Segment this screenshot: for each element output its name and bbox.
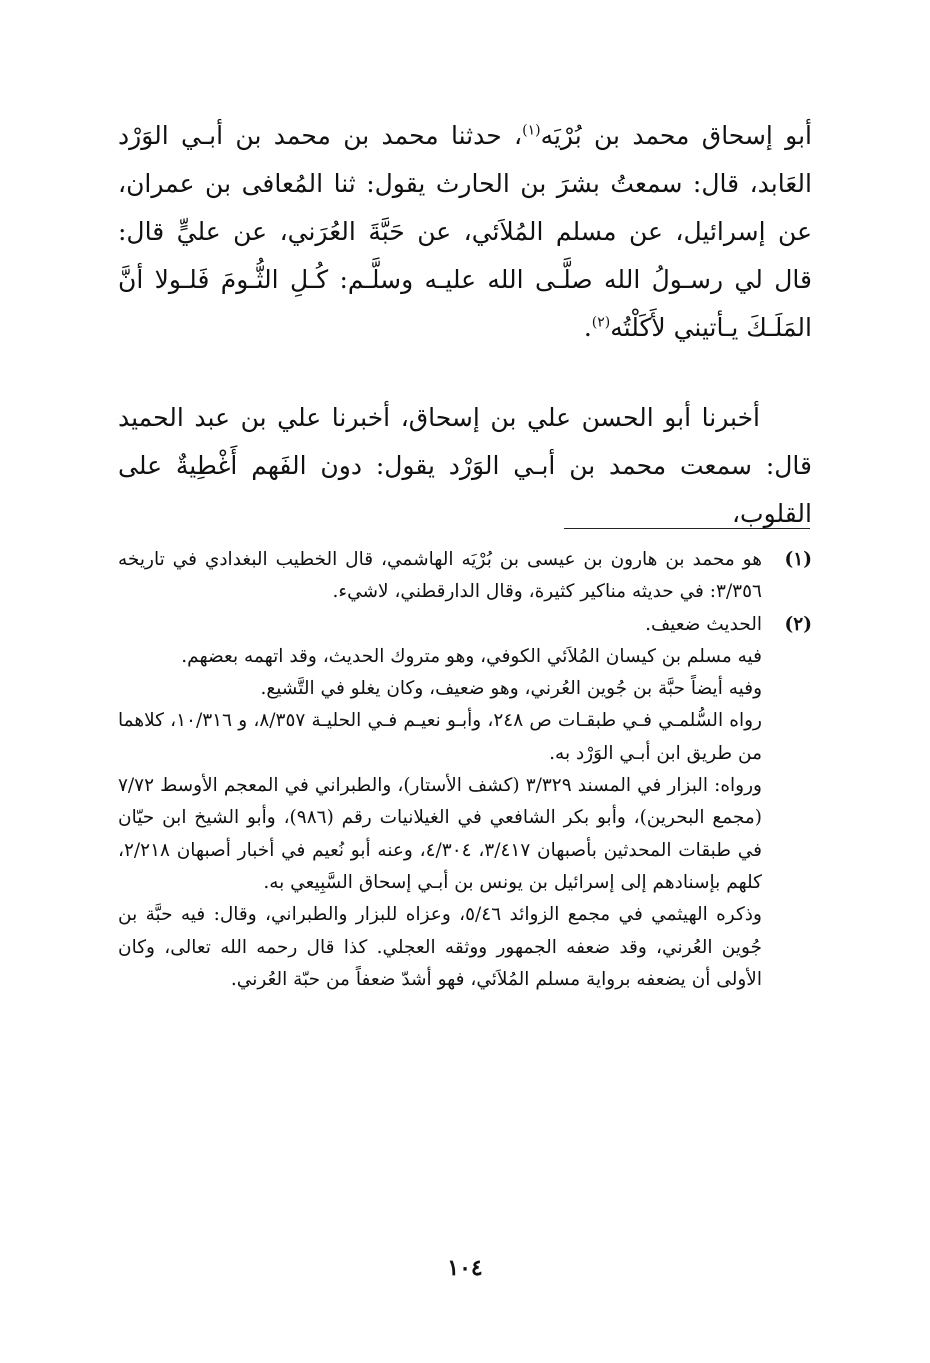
footnotes [118, 544, 812, 996]
footnote-2-paragraph-5: وذكره الهيثمي في مجمع الزوائد ٥/٤٦، وعزاه للبزار والطبراني، وقال: فيه حبَّة بن جُوين العُرني، وقد ضعفه الجمهور ووثقه العجلي. كذا قال رحمه الله تعالى، وكان الأولى أن يضعفه برواية مسلم المُلاَئي، فهو أشدّ ضعفاً من حبّة العُرني. [118, 904, 762, 990]
main-text [118, 112, 812, 538]
footnote-2 [118, 609, 812, 641]
footnote-2-paragraph-2: وفيه أيضاً حبَّة بن جُوين العُرني، وهو ضعيف، وكان يغلو في التَّشيع. [260, 678, 762, 700]
main-paragraph-2: أخبرنا أبو الحسن علي بن إسحاق، أخبرنا علي بن عبد الحميد قال: سمعت محمد بن أبـي الوَرْد يقول: دون الفَهم أَغْطِيةٌ على القلوب، [118, 403, 812, 528]
footnote-1-text: هو محمد بن هارون بن عيسى بن بُرْيَه الهاشمي، قال الخطيب البغدادي في تاريخه ٣/٣٥٦: في حديثه مناكير كثيرة، وقال الدارقطني، لاشيء. [118, 549, 762, 603]
main-p1-start: أبو إسحاق محمد بن بُرْيَه [540, 121, 812, 150]
main-p1-end: . [583, 313, 592, 342]
page-number: ١٠٤ [447, 1255, 483, 1281]
footnote-1-number: (١) [784, 549, 812, 570]
footnote-ref-2: (٢) [591, 314, 611, 331]
footnote-ref-1: (١) [522, 122, 541, 139]
footnote-2-text: الحديث ضعيف. [645, 613, 762, 635]
footnote-divider [564, 528, 810, 529]
footnote-2-paragraph-1: فيه مسلم بن كيسان المُلاَئي الكوفي، وهو متروك الحديث، وقد اتهمه بعضهم. [181, 645, 762, 667]
main-p1-middle: ، حدثنا محمد بن محمد بن أبـي الوَرْد العَابد، قال: سمعتُ بشرَ بن الحارث يقول: ثنا المُعافى بن عمران، عن إسرائيل، عن مسلم المُلاَئي، عن حَبَّةَ العُرَني، عن عليٍّ قال: قال لي رسـولُ الله صلَّـى الله عليـه وسلَّـم: كُـلِ الثُّـومَ فَلـولا أنَّ المَلَـكَ يـأتيني لأَكَلْتُه [118, 121, 812, 342]
footnote-2-paragraph-3: رواه السُّلمـي فـي طبقـات ص ٢٤٨، وأبـو نعيـم فـي الحليـة ٨/٣٥٧، و ١٠/٣١٦، كلاهما من طريق ابن أبـي الوَرْد به. [118, 710, 762, 764]
main-paragraph-1 [118, 112, 812, 352]
footnote-2-number: (٢) [784, 613, 812, 635]
footnote-2-paragraph-4: ورواه: البزار في المسند ٣/٣٢٩ (كشف الأستار)، والطبراني في المعجم الأوسط ٧/٧٢ (مجمع البحرين)، وأبو بكر الشافعي في الغيلانيات رقم (٩٨٦)، وأبو الشيخ ابن حيّان في طبقات المحدثين بأصبهان ٣/٤١٧، ٤/٣٠٤، وعنه أبو نُعيم في أخبار أصبهان ٢/٢١٨، كلهم بإسنادهم إلى إسرائيل بن يونس بن أبـي إسحاق السَّبِيعي به. [118, 775, 762, 893]
footnote-1 [118, 544, 812, 609]
